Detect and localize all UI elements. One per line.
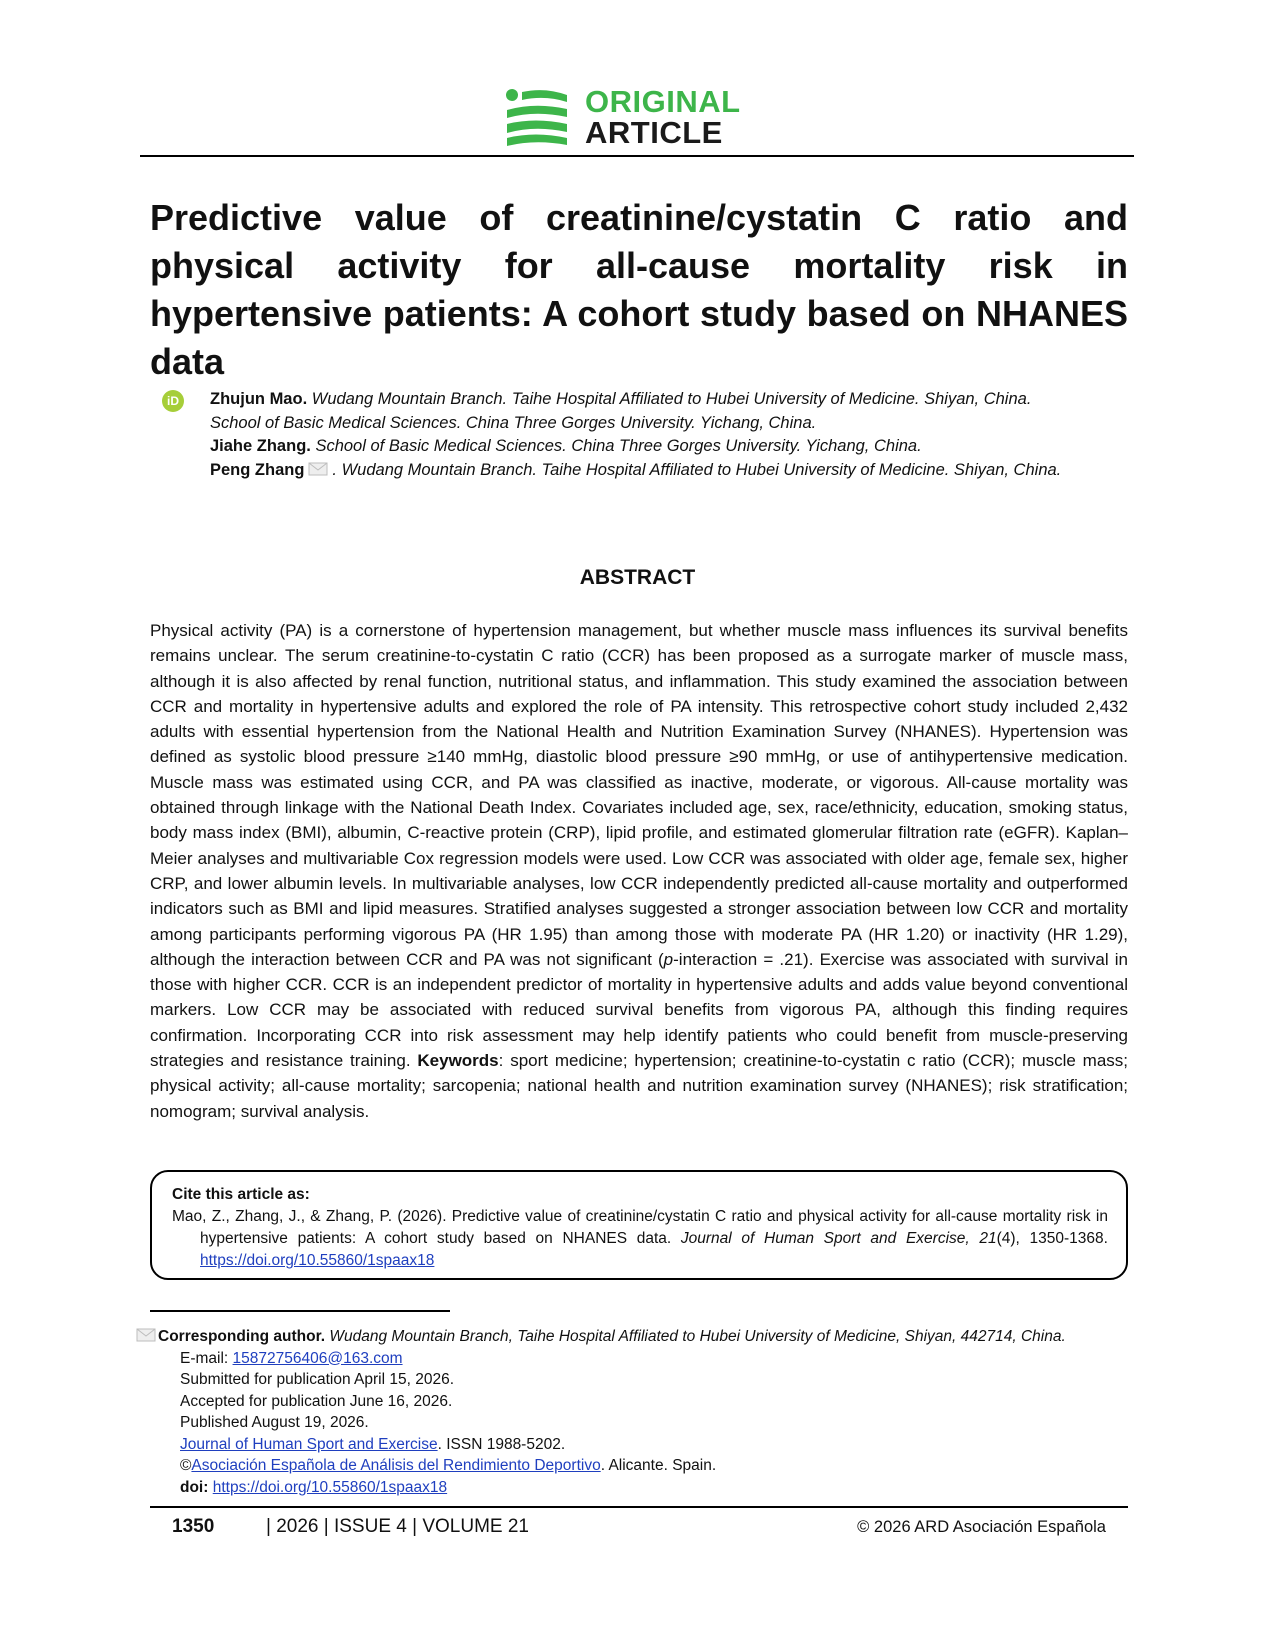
abstract-heading: ABSTRACT [579, 566, 696, 589]
author-name[interactable]: Peng Zhang [210, 460, 305, 479]
society-line [136, 1455, 1136, 1477]
citation-issue: (4), 1350-1368. [996, 1230, 1108, 1247]
abstract-p-italic: p [663, 949, 674, 969]
envelope-icon [136, 1328, 156, 1342]
accepted-date: Accepted for publication June 16, 2026. [180, 1392, 453, 1410]
journal-logo [505, 86, 785, 148]
email-line [136, 1348, 1136, 1370]
citation-text: Mao, Z., Zhang, J., & Zhang, P. (2026). Predictive value of creatinine/cystatin C ratio and physical activity for all-cause mortality risk in hypertensive patients: A cohort study based on NHANES data. [172, 1208, 1108, 1247]
issue-info: | 2026 | ISSUE 4 | VOLUME 21 [266, 1516, 529, 1537]
keywords-label: Keywords [417, 1051, 499, 1071]
orcid-icon[interactable]: iD [162, 390, 184, 412]
published-date: Published August 19, 2026. [180, 1414, 369, 1431]
page-number: 1350 [172, 1516, 215, 1537]
journal-link[interactable]: Journal of Human Sport and Exercise [180, 1435, 438, 1453]
corresponding-author-block [136, 1326, 1136, 1498]
author-affiliation: School of Basic Medical Sciences. China Three Gorges University. Yichang, China. [315, 437, 922, 455]
submitted-date: Submitted for publication April 15, 2026. [180, 1371, 455, 1388]
logo-line-original: ORIGINAL [585, 84, 741, 119]
author-affiliation: School of Basic Medical Sciences. China Three Gorges University. Yichang, China. [210, 413, 817, 432]
email-link[interactable]: 15872756406@163.com [232, 1349, 403, 1367]
doi-link[interactable]: https://doi.org/10.55860/1spaax18 [212, 1478, 448, 1496]
author-affiliation: . Wudang Mountain Branch. Taihe Hospital Affiliated to Hubei University of Medicine. Shiyan, China. [332, 460, 1062, 479]
footer-copyright: © 2026 ARD Asociación Española [857, 1518, 1106, 1536]
abstract-body-part2: -interaction = .21). Exercise was associated with survival in those with higher CCR. CCR is an independent predictor of mortality in hypertensive adults and adds value beyond conventional markers. Low CCR may be associated with reduced survival benefits from vigorous PA, although this finding requires confirmation. Incorporating CCR into risk assessment may help identify patients who could benefit from muscle-preserving strategies and resistance training. [150, 949, 1128, 1071]
issn: . ISSN 1988-5202. [437, 1435, 566, 1453]
citation-journal: Journal of Human Sport and Exercise, 21 [680, 1230, 997, 1247]
corresponding-label: Corresponding author. [158, 1328, 326, 1345]
citation-doi-link[interactable]: https://doi.org/10.55860/1spaax18 [200, 1252, 435, 1269]
society-place: . Alicante. Spain. [600, 1457, 717, 1474]
author-line-1 [210, 388, 1031, 412]
author-name[interactable]: Jiahe Zhang. [210, 437, 311, 455]
corresponding-author-line [136, 1326, 1136, 1348]
copyright-symbol: © [180, 1457, 192, 1474]
abstract-body-part1: Physical activity (PA) is a cornerstone of hypertension management, but whether muscle mass influences its survival benefits remains unclear. The serum creatinine-to-cystatin C ratio (CCR) has been proposed as a surrogate marker of muscle mass, although it is also affected by renal function, nutritional status, and inflammation. This study examined the association between CCR and mortality in hypertensive adults and explored the role of PA intensity. This retrospective cohort study included 2,432 adults with essential hypertension from the National Health and Nutrition Examination Survey (NHANES). Hypertension was defined as systolic blood pressure ≥140 mmHg, diastolic blood pressure ≥90 mmHg, or use of antihypertensive medication. Muscle mass was estimated using CCR, and PA was classified as inactive, moderate, or vigorous. All-cause mortality was obtained through linkage with the National Death Index. Covariates included age, sex, race/ethnicity, education, smoking status, body mass index (BMI), albumin, C-reactive protein (CRP), lipid profile, and estimated glomerular filtration rate (eGFR). Kaplan–Meier analyses and multivariable Cox regression models were used. Low CCR was associated with older age, female sex, higher CRP, and lower albumin levels. In multivariable analyses, low CCR independently predicted all-cause mortality and outperformed indicators such as BMI and lipid measures. Stratified analyses suggested a stronger association between low CCR and mortality among participants performing vigorous PA (HR 1.95) than among those with moderate PA (HR 1.20) or inactivity (HR 1.29), although the interaction between CCR and PA was not significant ( [150, 621, 1128, 969]
society-link[interactable]: Asociación Española de Análisis del Rendimiento Deportivo [191, 1457, 601, 1474]
article-title: Predictive value of creatinine/cystatin C ratio and physical activity for all-cause mortality risk in hypertensive patients: A cohort study based on NHANES data [150, 197, 1128, 382]
author-line-3 [210, 435, 922, 459]
footer-rule [150, 1506, 1128, 1508]
header-rule [140, 155, 1134, 157]
doi-label: doi: [180, 1478, 209, 1496]
author-affiliation: Wudang Mountain Branch. Taihe Hospital Affiliated to Hubei University of Medicine. Shiyan, China. [311, 390, 1032, 408]
abstract-text [150, 618, 1128, 1124]
author-name[interactable]: Zhujun Mao. [210, 390, 308, 408]
author-line-4 [210, 459, 1061, 483]
citation-reference [172, 1206, 1108, 1272]
page-footer [150, 1514, 1128, 1544]
citation-label: Cite this article as: [172, 1186, 310, 1203]
email-label: E-mail: [180, 1349, 233, 1367]
journal-line [136, 1434, 1136, 1456]
footnote-rule [150, 1310, 450, 1312]
envelope-icon[interactable] [308, 462, 328, 476]
logo-line-article: ARTICLE [585, 115, 723, 150]
doi-line [136, 1477, 1136, 1499]
logo-stripes-icon [505, 88, 567, 146]
keywords-list: : sport medicine; hypertension; creatinine-to-cystatin c ratio (CCR); muscle mass; physical activity; all-cause mortality; sarcopenia; national health and nutrition examination survey (NHANES); risk stratification; nomogram; survival analysis. [150, 1051, 1128, 1121]
citation-box [150, 1170, 1128, 1280]
corresponding-affiliation: Wudang Mountain Branch, Taihe Hospital Affiliated to Hubei University of Medicine, Shiyan, 442714, China. [329, 1328, 1066, 1345]
author-line-2 [210, 412, 816, 436]
